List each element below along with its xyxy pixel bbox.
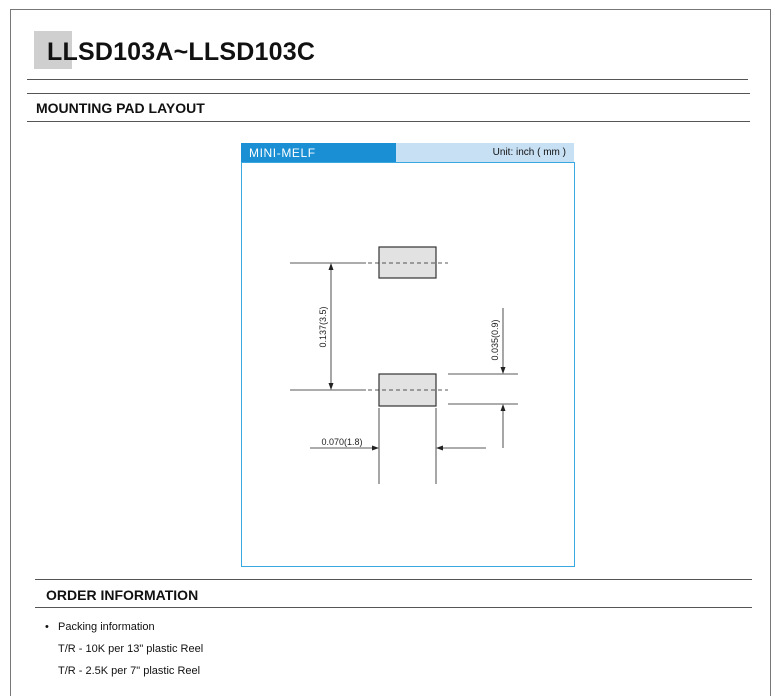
- mounting-heading: MOUNTING PAD LAYOUT: [36, 100, 205, 116]
- height-dim-label: 0.137(3.5): [318, 306, 328, 348]
- page-title: LLSD103A~LLSD103C: [47, 38, 316, 66]
- packing-line: T/R - 10K per 13" plastic Reel: [58, 643, 204, 655]
- height-arrow-top: [329, 263, 334, 270]
- order-divider-top: [35, 579, 752, 580]
- upper-pad: [379, 247, 436, 278]
- packing-bullet: •: [45, 621, 49, 633]
- height-arrow-bottom: [329, 383, 334, 390]
- packing-line: T/R - 2.5K per 7" plastic Reel: [58, 665, 201, 677]
- width-dim-label: 0.070(1.8): [321, 437, 363, 447]
- unit-label: Unit: inch ( mm ): [492, 147, 566, 158]
- packing-label: Packing information: [58, 621, 155, 633]
- width-arrow-right: [436, 446, 443, 451]
- diagram-frame: [242, 163, 575, 567]
- pad-height-arrow-top: [501, 367, 506, 374]
- pad-height-dim-label: 0.035(0.9): [490, 319, 500, 361]
- width-arrow-left: [372, 446, 379, 451]
- pad-height-arrow-bottom: [501, 404, 506, 411]
- order-heading: ORDER INFORMATION: [46, 587, 199, 603]
- package-name: MINI-MELF: [249, 146, 316, 160]
- order-divider-bottom: [35, 607, 752, 608]
